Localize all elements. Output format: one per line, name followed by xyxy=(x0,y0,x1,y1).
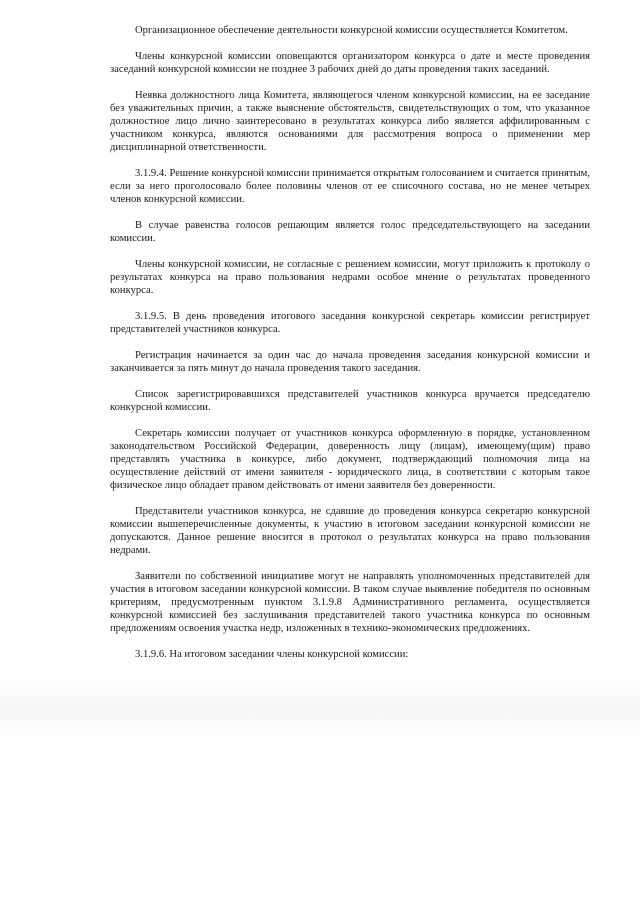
paragraph-10: Секретарь комиссии получает от участников конкурса оформленную в порядке, установленном законодательством Российской Федерации, доверенность лицу (лицам), имеющему(щим) право представлять участника в конкурсе, либо документ, подтверждающий полномочия лица на осуществление действий от имени заявителя - юридического лица, в соответствии с которым такое физическое лицо обладает правом действовать от имени заявителя без доверенности. xyxy=(110,428,590,491)
paragraph-8: Регистрация начинается за один час до начала проведения заседания конкурсной комиссии и заканчивается за пять минут до начала проведения такого заседания. xyxy=(110,350,590,374)
paragraph-4: 3.1.9.4. Решение конкурсной комиссии принимается открытым голосованием и считается принятым, если за него проголосовало более половины членов от ее списочного состава, но не менее четырех членов конкурсной комиссии. xyxy=(110,168,590,205)
paragraph-9: Список зарегистрировавшихся представителей участников конкурса вручается председателю конкурсной комиссии. xyxy=(110,389,590,413)
paragraph-11: Представители участников конкурса, не сдавшие до проведения конкурса секретарю конкурсной комиссии вышеперечисленные документы, к участию в итоговом заседании конкурсной комиссии не допускаются. Данное решение вносится в протокол о результатах конкурса на право пользования недрами. xyxy=(110,506,590,556)
document-body xyxy=(110,24,590,661)
paragraph-3: Неявка должностного лица Комитета, являющегося членом конкурсной комиссии, на ее заседание без уважительных причин, а также выяснение обстоятельств, свидетельствующих о том, что указанное должностное лицо лично заинтересовано в результатах конкурса либо является аффилированным с участником конкурса, являются основаниями для рассмотрения вопроса о применении мер дисциплинарной ответственности. xyxy=(110,90,590,153)
paragraph-5: В случае равенства голосов решающим является голос председательствующего на заседании комиссии. xyxy=(110,220,590,244)
scan-shadow xyxy=(0,680,640,740)
paragraph-7: 3.1.9.5. В день проведения итогового заседания конкурсной секретарь комиссии регистрирует представителей участников конкурса. xyxy=(110,311,590,335)
paragraph-13: 3.1.9.6. На итоговом заседании члены конкурсной комиссии: xyxy=(135,649,409,660)
paragraph-6: Члены конкурсной комиссии, не согласные с решением комиссии, могут приложить к протоколу о результатах конкурса на право пользования недрами особое мнение о результатах проведенного конкурса. xyxy=(110,259,590,296)
paragraph-12: Заявители по собственной инициативе могут не направлять уполномоченных представителей для участия в итоговом заседании конкурсной комиссии. В таком случае выявление победителя по основным критериям, предусмотренным пунктом 3.1.9.8 Административного регламента, осуществляется конкурсной комиссией без заслушивания представителей такого участника конкурса по основным предложениям освоения участка недр, изложенных в технико-экономических предложениях. xyxy=(110,571,590,634)
paragraph-2: Члены конкурсной комиссии оповещаются организатором конкурса о дате и месте проведения заседаний конкурсной комиссии не позднее 3 рабочих дней до даты проведения таких заседаний. xyxy=(110,51,590,75)
paragraph-1: Организационное обеспечение деятельности конкурсной комиссии осуществляется Комитетом. xyxy=(135,25,568,36)
